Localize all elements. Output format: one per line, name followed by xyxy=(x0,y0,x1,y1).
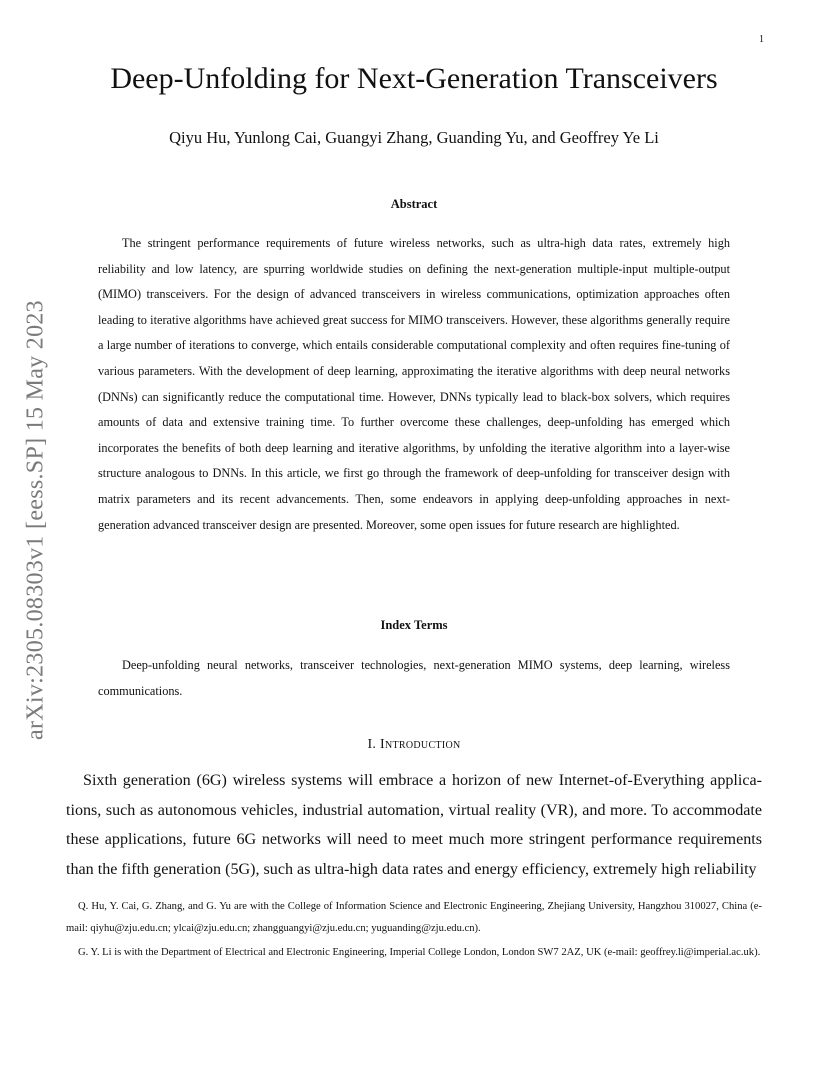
abstract-text: The stringent performance requirements of future wireless networks, such as ultra-high data rates, extremely high reliability and low latency, are spurring worldwide studies on defining the next-generation multiple-input multiple-output (MIMO) transceivers. For the design of advanced transceivers in wireless communications, optimization approaches often leading to iterative algorithms have achieved great success for MIMO transceivers. However, these algorithms generally require a large number of iterations to converge, which entails considerable computational complexity and often requires fine-tuning of various parameters. With the development of deep learning, approximating the iterative algorithms with deep neural networks (DNNs) can significantly reduce the computational time. However, DNNs typically lead to black-box solvers, which requires amounts of data and extensive training time. To further overcome these challenges, deep-unfolding has emerged which incorporates the benefits of both deep learning and iterative algorithms, by unfolding the iterative algorithm into a layer-wise structure analogous to DNNs. In this article, we first go through the framework of deep-unfolding for transceiver design with matrix parameters and its recent advancements. Then, some endeavors in applying deep-unfolding approaches in next-generation advanced transceiver design are presented. Moreover, some open issues for future research are highlighted. xyxy=(98,236,730,532)
index-terms-heading: Index Terms xyxy=(380,618,448,632)
index-terms-text: Deep-unfolding neural networks, transceiver technologies, next-generation MIMO systems, deep learning, wireless communications. xyxy=(98,658,730,698)
introduction-heading-text: I. Introduction xyxy=(367,737,461,752)
abstract-heading: Abstract xyxy=(390,197,438,211)
author-list: Qiyu Hu, Yunlong Cai, Guangyi Zhang, Guanding Yu, and Geoffrey Ye Li xyxy=(169,128,659,147)
affiliation-footnote-1: Q. Hu, Y. Cai, G. Zhang, and G. Yu are with the College of Information Science and Electronic Engineering, Zhejiang University, Hangzhou 310027, China (e-mail: qiyhu@zju.edu.cn; ylcai@zju.edu.cn; zhangguangyi@zju.edu.cn; yuguanding@zju.edu.cn). xyxy=(66,901,762,934)
arxiv-side-identifier: arXiv:2305.08303v1 [eess.SP] 15 May 2023 xyxy=(22,300,49,740)
affiliation-footnote-2: G. Y. Li is with the Department of Electrical and Electronic Engineering, Imperial College London, London SW7 2AZ, UK (e-mail: geoffrey.li@imperial.ac.uk). xyxy=(78,947,761,958)
paper-title: Deep-Unfolding for Next-Generation Transceivers xyxy=(110,62,718,95)
introduction-text: Sixth generation (6G) wireless systems will embrace a horizon of new Internet-of-Everything applications, such as autonomous vehicles, industrial automation, virtual reality (VR), and more. To accommodate these applications, future 6G networks will need to meet much more stringent performance requirements than the fifth generation (5G), such as ultra-high data rates and energy efficiency, extremely high reliability xyxy=(66,772,762,878)
page-number: 1 xyxy=(759,34,764,45)
introduction-heading xyxy=(0,737,828,753)
